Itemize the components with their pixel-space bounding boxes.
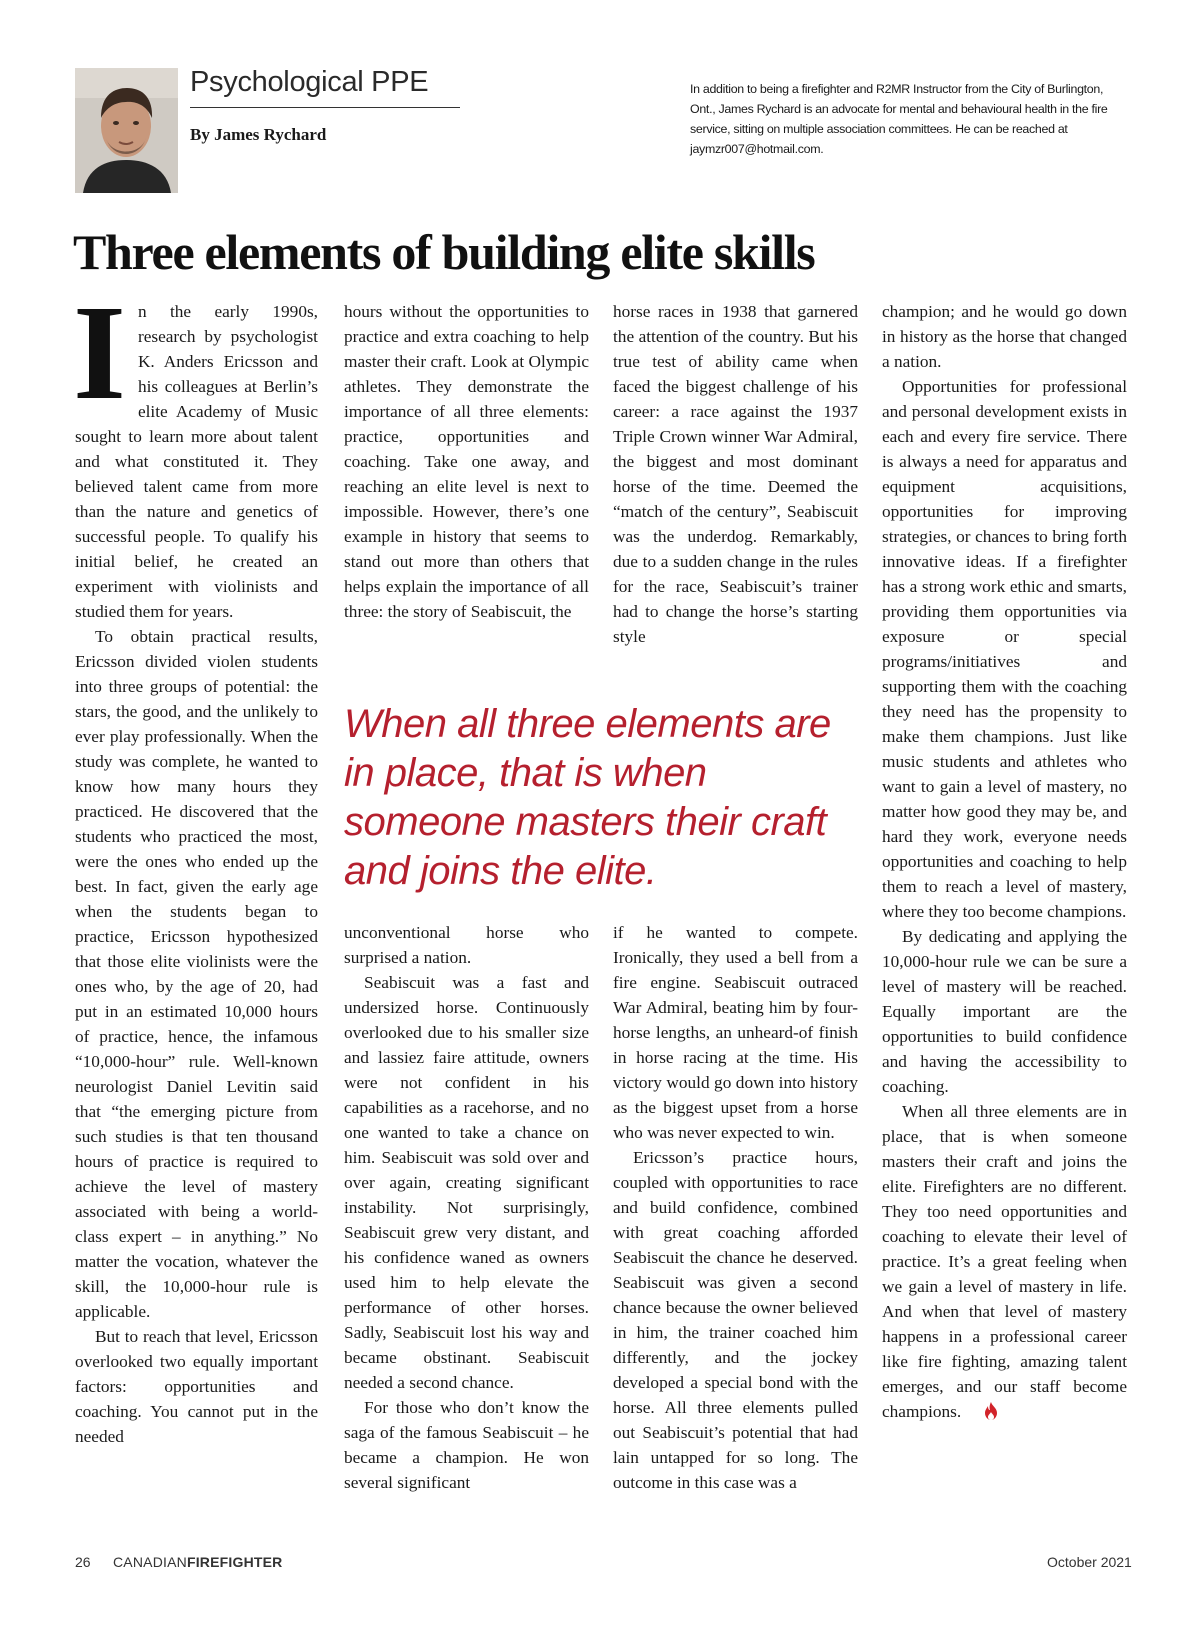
article-column-3-bottom (613, 920, 858, 1495)
paragraph: hours without the opportunities to practice and extra coaching to help master their craft. Look at Olympic athletes. They demonstrate the importance of all three elements: practice, opportunities and coaching. Take one away, and reaching an elite level is next to impossible. However, there’s one example in history that seems to stand out more than others that helps explain the importance of all three: the story of Seabiscuit, the (344, 302, 589, 621)
paragraph: Opportunities for professional and personal development exists in each and every fire service. There is always a need for apparatus and equipment acquisitions, opportunities for improving strategies, or chances to bring forth innovative ideas. If a firefighter has a strong work ethic and smarts, providing them opportunities via exposure or special programs/initiatives and supporting them with the coaching they need has the propensity to make them champions. Just like music students and athletes who want to gain a level of mastery, no matter how good they may be, and hard they work, everyone needs opportunities and coaching to help them to reach a level of mastery, where they too become champions. (882, 377, 1127, 921)
article-column-2-bottom (344, 920, 589, 1495)
paragraph: Seabiscuit was a fast and undersized horse. Continuously overlooked due to his smaller size and lassiez faire attitude, owners were not confident in his capabilities as a racehorse, and no one wanted to take a chance on him. Seabiscuit was sold over and over again, creating significant instability. Not surprisingly, Seabiscuit grew very distant, and his confidence waned as owners used him to help elevate the performance of other horses. Sadly, Seabiscuit lost his way and became obstinant. Seabiscuit needed a second chance. (344, 973, 589, 1392)
magazine-prefix: CANADIAN (113, 1554, 187, 1570)
column-name: Psychological PPE (190, 66, 429, 98)
author-bio: In addition to being a firefighter and R2MR Instructor from the City of Burlington, Ont., James Rychard is an advocate for mental and behavioural health in the fire service, sitting on multiple association committees. He can be reached at jaymzr007@hotmail.com. (690, 82, 1108, 156)
paragraph: Ericsson’s practice hours, coupled with opportunities to race and build confidence, combined with great coaching afforded Seabiscuit the chance he deserved. Seabiscuit was given a second chance because the owner believed in him, the trainer coached him differently, and the jockey developed a special bond with the horse. All three elements pulled out Seabiscuit’s potential that had lain untapped for so long. The outcome in this case was a (613, 1148, 858, 1492)
article-column-4 (882, 299, 1127, 1424)
page-number: 26 (75, 1554, 91, 1570)
article-column-1 (73, 278, 318, 1449)
paragraph: To obtain practical results, Ericsson divided violen students into three groups of potential: the stars, the good, and the unlikely to ever play professionally. When the study was complete, he wanted to know how many hours they practiced. He discovered that the students who practiced the most, were the ones who ended up the best. In fact, given the early age when the students began to practice, Ericsson hypothesized that those elite violinists were the ones who, by the age of 20, had put in an estimated 10,000 hours of practice, hence, the infamous “10,000-hour” rule. Well-known neurologist Daniel Levitin said that “the emerging picture from such studies is that ten thousand hours of practice is required to achieve the level of mastery associated with being a world-class expert – in anything.” No matter the vocation, whatever the skill, the 10,000-hour rule is applicable. (75, 627, 318, 1321)
column-rule (190, 107, 460, 108)
article-column-3-top (613, 299, 858, 649)
issue-date: October 2021 (1047, 1554, 1132, 1570)
author-photo (75, 68, 178, 193)
byline: By James Rychard (190, 125, 327, 144)
paragraph: But to reach that level, Ericsson overlooked two equally important factors: opportunities and coaching. You cannot put in the needed (75, 1327, 318, 1446)
headline: Three elements of building elite skills (73, 224, 815, 280)
paragraph: if he wanted to compete. Ironically, they used a bell from a fire engine. Seabiscuit outraced War Admiral, beating him by four-horse lengths, an unheard-of finish in horse racing at the time. His victory would go down into history as the biggest upset from a horse who was never expected to win. (613, 923, 858, 1142)
paragraph: When all three elements are in place, that is when someone masters their craft and joins the elite. Firefighters are no different. They too need opportunities and coaching to elevate their level of practice. It’s a great feeling when we gain a level of mastery in life. And when that level of mastery happens in a professional career like fire fighting, amazing talent emerges, and our staff become champions. (882, 1102, 1127, 1421)
magazine-name (113, 1554, 282, 1570)
drop-cap: I (73, 278, 126, 428)
paragraph: By dedicating and applying the 10,000-hour rule we can be sure a level of mastery will be reached. Equally important are the opportunities to build confidence and having the accessibility to coaching. (882, 927, 1127, 1096)
paragraph: n the early 1990s, research by psychologist K. Anders Ericsson and his colleagues at Berlin’s elite Academy of Music sought to learn more about talent and what constituted it. They believed talent came from more than the nature and genetics of successful people. To qualify his initial belief, he created an experiment with violinists and studied them for years. (75, 302, 318, 621)
paragraph: horse races in 1938 that garnered the attention of the country. But his true test of ability came when faced the biggest challenge of his career: a race against the 1937 Triple Crown winner War Admiral, the biggest and most dominant horse of the time. Deemed the “match of the century”, Seabiscuit was the underdog. Remarkably, due to a sudden change in the rules for the race, Seabiscuit’s trainer had to change the horse’s starting style (613, 302, 858, 646)
paragraph: unconventional horse who surprised a nation. (344, 923, 589, 967)
article-column-2-top (344, 299, 589, 624)
magazine-title: FIREFIGHTER (186, 1554, 283, 1570)
flame-icon (964, 1402, 978, 1420)
paragraph: champion; and he would go down in history as the horse that changed a nation. (882, 302, 1127, 371)
paragraph: For those who don’t know the saga of the famous Seabiscuit – he became a champion. He won several significant (344, 1398, 589, 1492)
pull-quote: When all three elements are in place, that is when someone masters their craft and joins the elite. (344, 702, 831, 893)
